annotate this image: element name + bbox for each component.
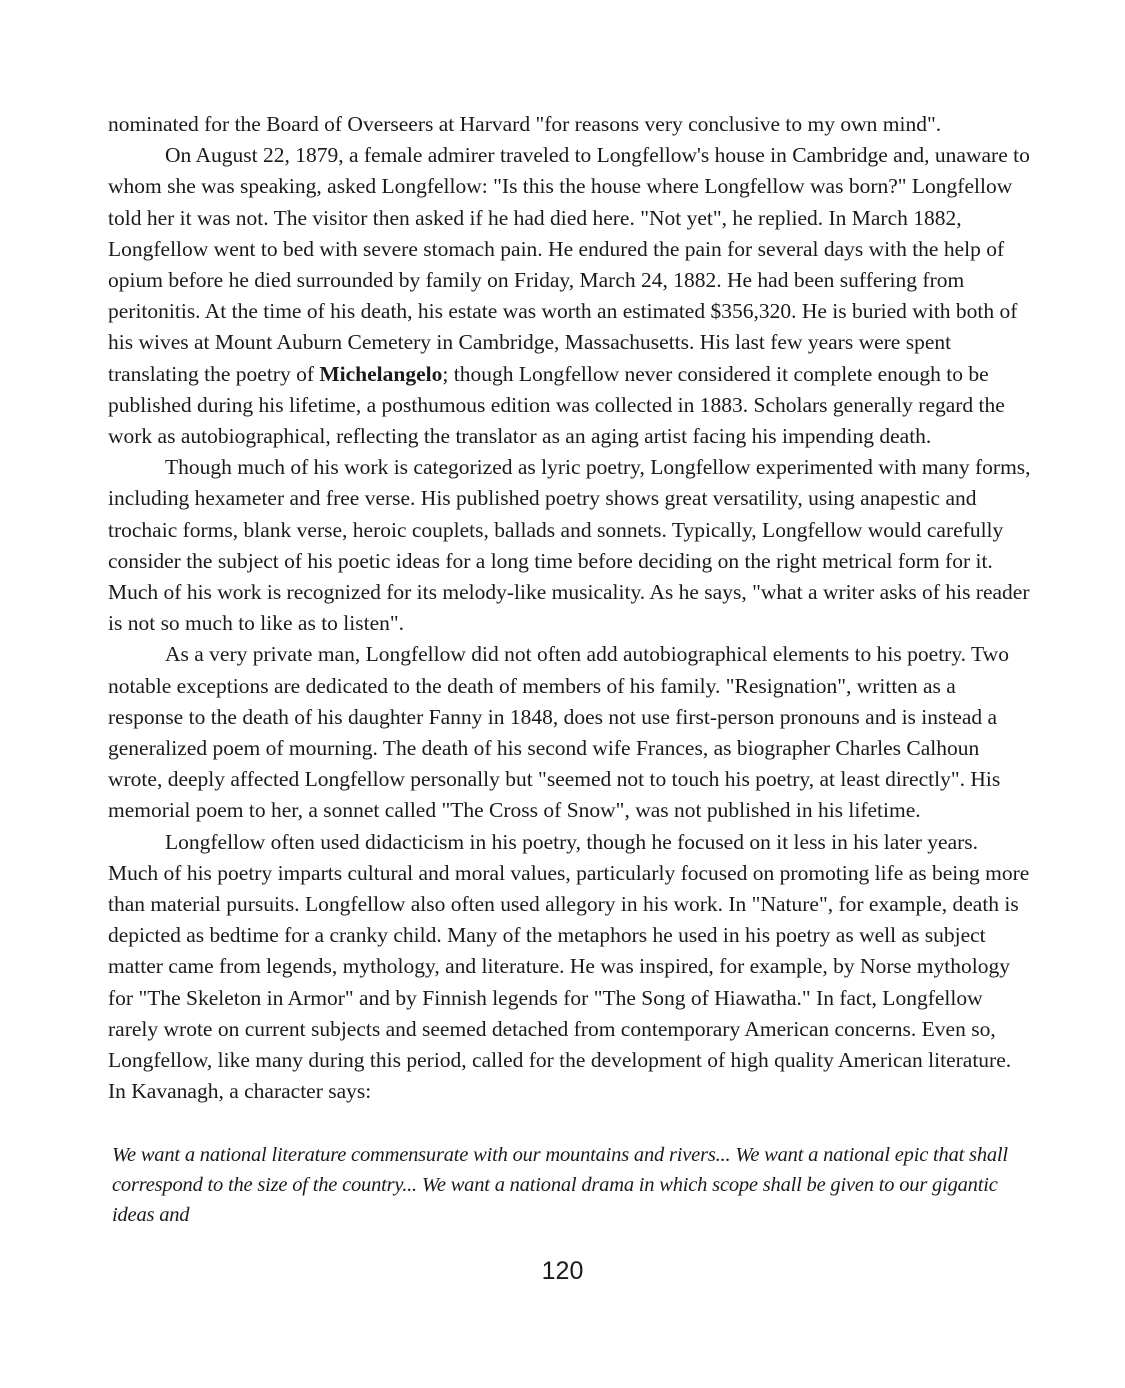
page-number: 120: [541, 1257, 584, 1285]
paragraph-death-text-1: On August 22, 1879, a female admirer traveled to Longfellow's house in Cambridge and, unaware to whom she was speaking, asked Longfellow: "Is this the house where Longfellow was born?" Longfellow told her it was not. The visitor then asked if he had died here. "Not yet", he replied. In March 1882, Longfellow went to bed with severe stomach pain. He endured the pain for several days with the help of opium before he died surrounded by family on Friday, March 24, 1882. He had been suffering from peritonitis. At the time of his death, his estate was worth an estimated $356,320. He is buried with both of his wives at Mount Auburn Cemetery in Cambridge, Massachusetts. His last few years were spent translating the poetry of: [108, 143, 1030, 386]
paragraph-death-text-2: ; though Longfellow never considered it complete enough to be published during his lifetime, a posthumous edition was collected in 1883. Scholars generally regard the work as autobiographical, reflecting the translator as an aging artist facing his impending death.: [108, 361, 1005, 449]
paragraph-private-man: As a very private man, Longfellow did not often add autobiographical elements to his poetry. Two notable exceptions are dedicated to the death of members of his family. "Resignation", written as a response to the death of his daughter Fanny in 1848, does not use first-person pronouns and is instead a generalized poem of mourning. The death of his second wife Frances, as biographer Charles Calhoun wrote, deeply affected Longfellow personally but "seemed not to touch his poetry, at least directly". His memorial poem to her, a sonnet called "The Cross of Snow", was not published in his lifetime.: [108, 642, 1009, 823]
paragraph-death: [108, 140, 1033, 452]
paragraph-didacticism: Longfellow often used didacticism in his poetry, though he focused on it less in his later years. Much of his poetry imparts cultural and moral values, particularly focused on promoting life as being more than material pursuits. Longfellow also often used allegory in his work. In "Nature", for example, death is depicted as bedtime for a cranky child. Many of the metaphors he used in his poetry as well as subject matter came from legends, mythology, and literature. He was inspired, for example, by Norse mythology for "The Skeleton in Armor" and by Finnish legends for "The Song of Hiawatha." In fact, Longfellow rarely wrote on current subjects and seemed detached from contemporary American concerns. Even so, Longfellow, like many during this period, called for the development of high quality American literature. In Kavanagh, a character says:: [108, 829, 1030, 1104]
block-quote: We want a national literature commensurate with our mountains and rivers... We want a national epic that shall correspond to the size of the country... We want a national drama in which scope shall be given to our gigantic ideas and: [112, 1143, 1008, 1226]
document-body: [108, 109, 1033, 1230]
michelangelo-bold: Michelangelo: [319, 361, 443, 386]
paragraph-forms: Though much of his work is categorized as lyric poetry, Longfellow experimented with many forms, including hexameter and free verse. His published poetry shows great versatility, using anapestic and trochaic forms, blank verse, heroic couplets, ballads and sonnets. Typically, Longfellow would carefully consider the subject of his poetic ideas for a long time before deciding on the right metrical form for it. Much of his work is recognized for its melody-like musicality. As he says, "what a writer asks of his reader is not so much to like as to listen".: [108, 455, 1031, 636]
paragraph-continuation: nominated for the Board of Overseers at Harvard "for reasons very conclusive to my own mind".: [108, 112, 942, 136]
